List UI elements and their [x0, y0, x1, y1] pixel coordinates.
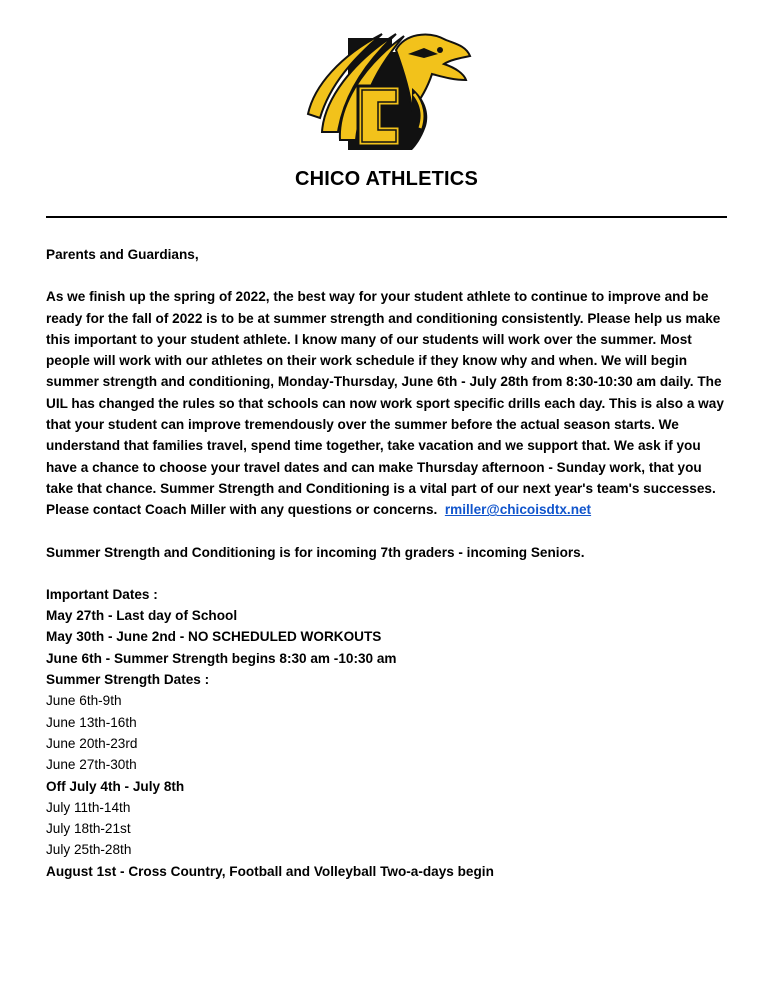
date-item: May 30th - June 2nd - NO SCHEDULED WORKOUTS: [46, 629, 382, 645]
main-paragraph-text: As we finish up the spring of 2022, the best way for your student athlete to continue to improve and be ready for the fall of 2022 is to be at summer strength and conditioning consistently. Please help us make this important to your student athlete. I know many of our students will work over the summer. Most people will work with our athletes on their work schedule if they know why and when. We will begin summer strength and conditioning, Monday-Thursday, June 6th - July 28th from 8:30-10:30 am daily. The UIL has changed the rules so that schools can now work sport specific drills each day. This is also a way that your student can improve tremendously over the summer before the actual season starts. We understand that families travel, spend time together, take vacation and we support that. We ask if you have a chance to choose your travel dates and can make Thursday afternoon - Sunday work, that you take that chance. Summer Strength and Conditioning is a vital part of our next year's team's successes. Please contact Coach Miller with any questions or concerns.: [46, 289, 724, 518]
date-item: June 6th-9th: [46, 693, 122, 709]
coach-email-link[interactable]: rmiller@chicoisdtx.net: [444, 502, 592, 518]
date-item: July 11th-14th: [46, 799, 131, 815]
schedule-list: [46, 605, 731, 882]
date-item: July 25th-28th: [46, 842, 132, 858]
date-item: June 13th-16th: [46, 714, 137, 730]
header-divider: [46, 216, 727, 218]
eligibility-note: Summer Strength and Conditioning is for incoming 7th graders - incoming Seniors.: [46, 544, 585, 560]
date-item: June 6th - Summer Strength begins 8:30 am -10:30 am: [46, 650, 397, 666]
page-title: CHICO ATHLETICS: [295, 168, 478, 190]
date-item: August 1st - Cross Country, Football and Volleyball Two-a-days begin: [46, 863, 494, 879]
important-dates-heading: Important Dates :: [46, 586, 158, 602]
date-item: June 20th-23rd: [46, 735, 138, 751]
letter-body: [46, 244, 731, 882]
date-item: May 27th - Last day of School: [46, 608, 238, 624]
date-item: July 18th-21st: [46, 821, 131, 837]
main-paragraph: [46, 286, 731, 520]
chico-dragon-logo: [300, 28, 472, 156]
salutation: Parents and Guardians,: [46, 247, 199, 262]
date-item: Off July 4th - July 8th: [46, 778, 185, 794]
date-item: June 27th-30th: [46, 757, 137, 773]
date-item: Summer Strength Dates :: [46, 672, 210, 688]
